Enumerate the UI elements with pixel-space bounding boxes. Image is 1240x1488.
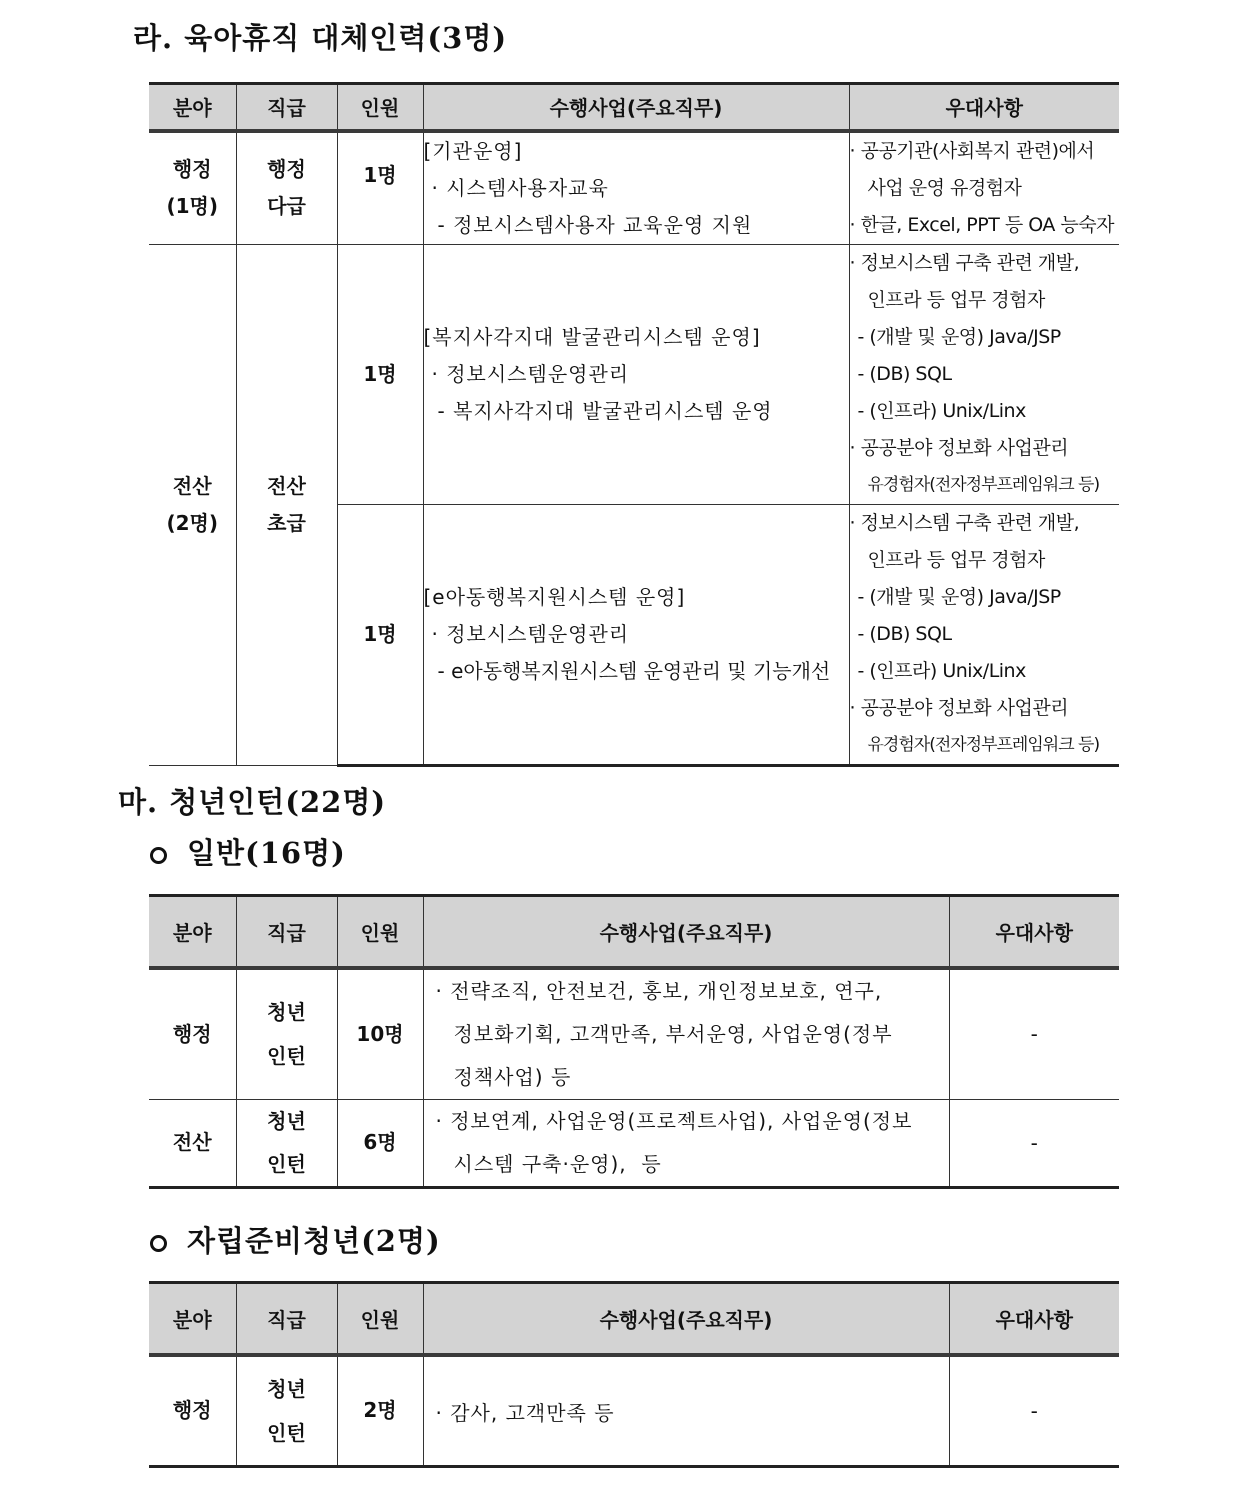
- intern-general-table: [149, 894, 1119, 1189]
- header-duty: 수행사업(주요직무): [423, 84, 849, 131]
- table-row: [149, 1099, 1119, 1187]
- header-preference: 우대사항: [849, 84, 1119, 131]
- header-preference: 우대사항: [949, 896, 1119, 968]
- preference-cell: -: [949, 1099, 1119, 1187]
- field-cell: 행정: [149, 1355, 236, 1467]
- duty-cell: [복지사각지대 발굴관리시스템 운영] · 정보시스템운영관리 - 복지사각지대 발굴관리시스템 운영: [423, 244, 849, 504]
- field-cell: 행정 (1명): [149, 131, 236, 245]
- preference-cell: · 공공기관(사회복지 관련)에서 사업 운영 유경험자 · 한글, Excel, PPT 등 OA 능숙자: [849, 131, 1119, 245]
- header-grade: 직급: [236, 896, 337, 968]
- header-field: 분야: [149, 896, 236, 968]
- table-row: [149, 244, 1119, 504]
- preference-cell: -: [949, 968, 1119, 1100]
- duty-cell: [기관운영] · 시스템사용자교육 - 정보시스템사용자 교육운영 지원: [423, 131, 849, 245]
- header-count: 인원: [337, 84, 423, 131]
- table-header-row: [149, 1283, 1119, 1355]
- count-cell: 10명: [337, 968, 423, 1100]
- table-row: [149, 968, 1119, 1100]
- grade-cell: 청년 인턴: [236, 968, 337, 1100]
- field-cell: 전산: [149, 1099, 236, 1187]
- grade-cell: 청년 인턴: [236, 1355, 337, 1467]
- count-cell: 1명: [337, 131, 423, 245]
- table-header-row: [149, 84, 1119, 131]
- substitute-staff-table: [149, 82, 1119, 767]
- circle-bullet-icon: [150, 847, 167, 864]
- table-header-row: [149, 896, 1119, 968]
- header-field: 분야: [149, 84, 236, 131]
- general-subtitle: 일반(16명): [150, 831, 346, 872]
- preference-cell: -: [949, 1355, 1119, 1467]
- count-cell: 6명: [337, 1099, 423, 1187]
- header-count: 인원: [337, 1283, 423, 1355]
- duty-cell: [e아동행복지원시스템 운영] · 정보시스템운영관리 - e아동행복지원시스템 운영관리 및 기능개선: [423, 504, 849, 765]
- grade-cell: 전산 초급: [236, 244, 337, 765]
- header-preference: 우대사항: [949, 1283, 1119, 1355]
- section-ra-title: 라. 육아휴직 대체인력(3명): [133, 21, 508, 55]
- header-field: 분야: [149, 1283, 236, 1355]
- count-cell: 1명: [337, 504, 423, 765]
- duty-cell: · 정보연계, 사업운영(프로젝트사업), 사업운영(정보 시스템 구축·운영), 등: [423, 1099, 949, 1187]
- preference-cell: · 정보시스템 구축 관련 개발, 인프라 등 업무 경험자 - (개발 및 운영) Java/JSP - (DB) SQL - (인프라) Unix/Linx · 공공분야 정보화 사업관리 유경험자(전자정부프레임워크 등): [849, 244, 1119, 504]
- independence-subtitle: 자립준비청년(2명): [150, 1219, 441, 1260]
- section-ma-title: 마. 청년인턴(22명): [118, 785, 387, 819]
- grade-cell: 청년 인턴: [236, 1099, 337, 1187]
- count-cell: 1명: [337, 244, 423, 504]
- field-cell: 행정: [149, 968, 236, 1100]
- grade-cell: 행정 다급: [236, 131, 337, 245]
- duty-cell: · 감사, 고객만족 등: [423, 1355, 949, 1467]
- field-cell: 전산 (2명): [149, 244, 236, 765]
- header-count: 인원: [337, 896, 423, 968]
- header-duty: 수행사업(주요직무): [423, 1283, 949, 1355]
- table-row: [149, 131, 1119, 245]
- intern-independence-table: [149, 1281, 1119, 1468]
- duty-cell: · 전략조직, 안전보건, 홍보, 개인정보보호, 연구, 정보화기획, 고객만족, 부서운영, 사업운영(정부 정책사업) 등: [423, 968, 949, 1100]
- header-grade: 직급: [236, 1283, 337, 1355]
- count-cell: 2명: [337, 1355, 423, 1467]
- circle-bullet-icon: [150, 1235, 167, 1252]
- header-grade: 직급: [236, 84, 337, 131]
- preference-cell: · 정보시스템 구축 관련 개발, 인프라 등 업무 경험자 - (개발 및 운영) Java/JSP - (DB) SQL - (인프라) Unix/Linx · 공공분야 정보화 사업관리 유경험자(전자정부프레임워크 등): [849, 504, 1119, 765]
- header-duty: 수행사업(주요직무): [423, 896, 949, 968]
- table-row: [149, 1355, 1119, 1467]
